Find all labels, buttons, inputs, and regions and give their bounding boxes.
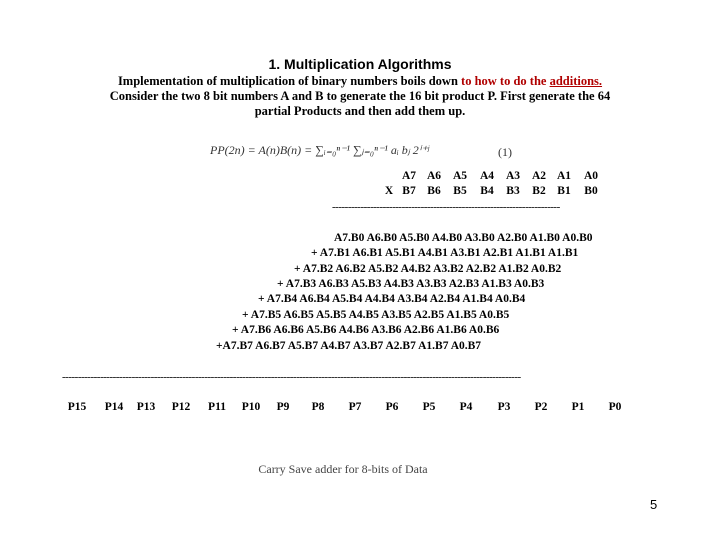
product-bit: P6 [385, 401, 399, 413]
multiplicand-bit: A2 [531, 170, 547, 182]
caption-text: Carry Save adder for 8-bits of Data [258, 462, 428, 476]
product-bit: P15 [67, 401, 87, 413]
partial-product-row: + A7.B4 A6.B4 A5.B4 A4.B4 A3.B4 A2.B4 A1.B4 A0.B4 [258, 293, 526, 305]
product-bit: P5 [422, 401, 436, 413]
separator-line: ------------------------------------------------------------------------ [332, 201, 560, 213]
product-bit: P11 [208, 401, 226, 413]
product-bit: P0 [608, 401, 622, 413]
product-bit: P1 [571, 401, 585, 413]
product-bit: P4 [459, 401, 473, 413]
multiplicand-bit: A1 [556, 170, 572, 182]
page-number: 5 [650, 497, 658, 512]
multiplicand-bit: A4 [479, 170, 495, 182]
product-bit: P2 [534, 401, 548, 413]
multiplicand-bit: A6 [426, 170, 442, 182]
slide-title: 1. Multiplication Algorithms [268, 56, 452, 72]
partial-product-row: + A7.B3 A6.B3 A5.B3 A4.B3 A3.B3 A2.B3 A1.B3 A0.B3 [277, 278, 545, 290]
intro-line3: partial Products and then add them up. [254, 104, 466, 118]
multiplicand-bit: A3 [505, 170, 521, 182]
partial-product-formula: PP(2n) = A(n)B(n) = ∑ᵢ₌₀ⁿ⁻¹ ∑ⱼ₌₀ⁿ⁻¹ aᵢ bⱼ 2ⁱ⁺ʲ [210, 143, 430, 157]
multiplier-bit: B5 [453, 185, 467, 197]
multiplier-bit: B6 [427, 185, 441, 197]
separator-line-long: ------------------------------------------------------------------------------------------------------------------------------------------------- [62, 371, 521, 383]
multiplier-bit: B1 [557, 185, 571, 197]
multiplier-bit: B3 [506, 185, 520, 197]
intro-paragraph [60, 74, 660, 119]
multiply-sign: X [384, 185, 394, 197]
partial-product-row: + A7.B5 A6.B5 A5.B5 A4.B5 A3.B5 A2.B5 A1.B5 A0.B5 [242, 309, 510, 321]
multiplicand-bit: A7 [401, 170, 417, 182]
partial-product-row: +A7.B7 A6.B7 A5.B7 A4.B7 A3.B7 A2.B7 A1.B7 A0.B7 [216, 340, 482, 352]
product-bit: P13 [136, 401, 156, 413]
product-bit: P9 [276, 401, 290, 413]
partial-product-row: + A7.B1 A6.B1 A5.B1 A4.B1 A3.B1 A2.B1 A1.B1 A1.B1 [311, 247, 579, 259]
intro-line1-prefix: Implementation of multiplication of binary numbers boils down [117, 74, 462, 88]
product-bit: P3 [497, 401, 511, 413]
partial-product-row: A7.B0 A6.B0 A5.B0 A4.B0 A3.B0 A2.B0 A1.B0 A0.B0 [334, 232, 593, 244]
product-bit: P14 [104, 401, 124, 413]
multiplicand-bit: A5 [452, 170, 468, 182]
equation-number: (1) [498, 145, 512, 159]
product-bit: P7 [348, 401, 362, 413]
partial-product-row: + A7.B2 A6.B2 A5.B2 A4.B2 A3.B2 A2.B2 A1.B2 A0.B2 [294, 263, 562, 275]
intro-line2: Consider the two 8 bit numbers A and B to generate the 16 bit product P. First generate the 64 [109, 89, 611, 103]
product-bit: P10 [241, 401, 261, 413]
product-bit: P12 [171, 401, 191, 413]
multiplier-bit: B7 [402, 185, 416, 197]
partial-product-row: + A7.B6 A6.B6 A5.B6 A4.B6 A3.B6 A2.B6 A1.B6 A0.B6 [232, 324, 500, 336]
intro-line1-red: to how to do the [461, 74, 550, 88]
multiplicand-bit: A0 [583, 170, 599, 182]
product-bit: P8 [311, 401, 325, 413]
multiplier-bit: B2 [532, 185, 546, 197]
diagram-caption [0, 462, 720, 477]
multiplier-bit: B4 [480, 185, 494, 197]
intro-line1-additions: additions. [549, 74, 603, 88]
multiplier-bit: B0 [584, 185, 598, 197]
